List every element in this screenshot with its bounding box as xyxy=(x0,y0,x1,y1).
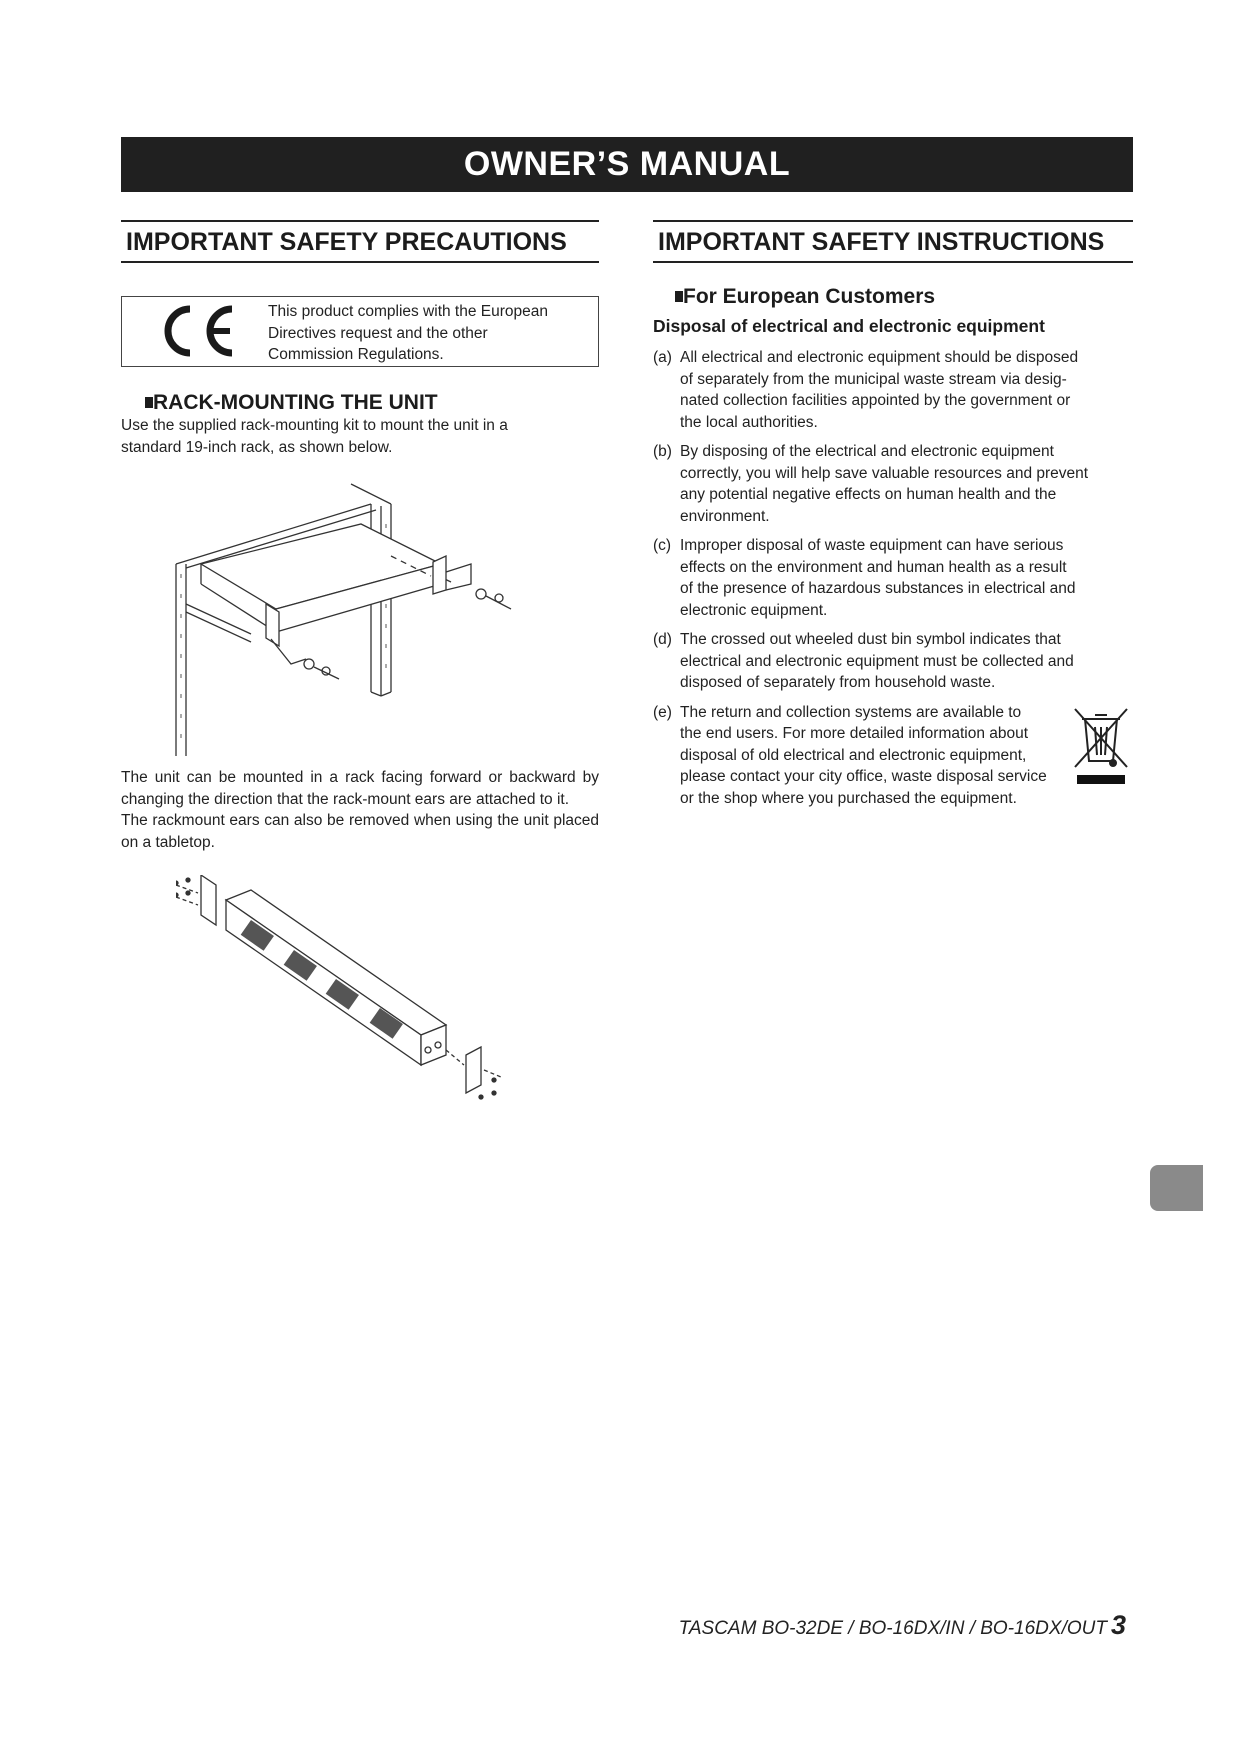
ce-line: This product complies with the European xyxy=(268,303,549,320)
rack-intro-line: standard 19-inch rack, as shown below. xyxy=(121,438,393,456)
heading-bullet-icon xyxy=(675,291,683,302)
disposal-list xyxy=(653,347,1133,809)
list-item-label: (b) xyxy=(653,443,672,460)
disposal-heading: Disposal of electrical and electronic equipment xyxy=(653,316,1045,336)
rack-intro-line: Use the supplied rack-mounting kit to mount the unit in a xyxy=(121,417,508,434)
list-item-line: any potential negative effects on human health and the xyxy=(680,486,1057,503)
ce-line: Directives request and the other xyxy=(268,324,488,342)
ce-mark-icon xyxy=(156,303,240,359)
ce-notice-box xyxy=(121,296,599,367)
manual-title: OWNER’S MANUAL xyxy=(463,145,791,183)
list-item-line: The crossed out wheeled dust bin symbol indicates that xyxy=(680,631,1061,648)
right-column xyxy=(653,220,1133,817)
rack-mount-illustration xyxy=(141,464,591,756)
safety-instructions-heading: IMPORTANT SAFETY INSTRUCTIONS xyxy=(653,220,1133,263)
rack-mounting-heading xyxy=(121,391,599,415)
european-customers-heading-text: For European Customers xyxy=(683,285,936,308)
list-item xyxy=(653,535,1133,621)
list-item-line: disposal of old electrical and electronic equipment, xyxy=(680,746,1027,764)
manual-title-banner xyxy=(121,137,1133,192)
list-item-line: By disposing of the electrical and electronic equipment xyxy=(680,443,1054,460)
list-item-line: All electrical and electronic equipment should be disposed xyxy=(680,349,1079,366)
list-item-line: Improper disposal of waste equipment can have serious xyxy=(680,537,1064,554)
list-item-line: of separately from the municipal waste stream via desig- xyxy=(680,370,1067,388)
list-item-label: (d) xyxy=(653,631,672,648)
list-item-line: correctly, you will help save valuable resources and prevent xyxy=(680,464,1089,482)
list-item xyxy=(653,702,1133,810)
list-item-line: electronic equipment. xyxy=(680,601,828,619)
list-item-label: (a) xyxy=(653,349,672,366)
list-item-line: nated collection facilities appointed by the government or xyxy=(680,392,1071,409)
rack-orientation-paragraph: The unit can be mounted in a rack facing forward or backward by changing the direction that the rack-mount ears are attached to it. xyxy=(121,769,599,808)
list-item-line: effects on the environment and human health as a result xyxy=(680,558,1067,576)
list-item-line: environment. xyxy=(680,507,770,525)
rack-intro xyxy=(121,415,599,458)
footer-model-text: TASCAM BO-32DE / BO-16DX/IN / BO-16DX/OUT xyxy=(678,1618,1107,1639)
list-item xyxy=(653,629,1133,694)
ce-line: Commission Regulations. xyxy=(268,346,444,363)
list-item-line: the end users. For more detailed information about xyxy=(680,725,1029,742)
list-item-line: electrical and electronic equipment must be collected and xyxy=(680,652,1074,670)
list-item-line: the local authorities. xyxy=(680,413,818,431)
heading-bullet-icon xyxy=(145,397,153,408)
european-customers-heading xyxy=(653,285,1133,309)
safety-precautions-heading: IMPORTANT SAFETY PRECAUTIONS xyxy=(121,220,599,263)
list-item xyxy=(653,441,1133,527)
list-item-line: please contact your city office, waste disposal service xyxy=(680,768,1047,785)
ce-notice-text xyxy=(268,301,548,366)
page-number: 3 xyxy=(1110,1610,1126,1640)
page-footer xyxy=(679,1610,1126,1641)
list-item-label: (e) xyxy=(653,703,672,721)
list-item-line: of the presence of hazardous substances in electrical and xyxy=(680,580,1076,597)
list-item-line: or the shop where you purchased the equipment. xyxy=(680,789,1017,807)
left-column xyxy=(121,220,599,1110)
list-item-line: The return and collection systems are available to xyxy=(680,703,1022,721)
crossed-out-wheeled-bin-icon xyxy=(1073,705,1129,785)
rack-ears-paragraph: The rackmount ears can also be removed when using the unit placed on a tabletop. xyxy=(121,812,599,851)
list-item xyxy=(653,347,1133,433)
rack-mounting-heading-text: RACK-MOUNTING THE UNIT xyxy=(153,391,438,414)
rack-ears-removal-illustration xyxy=(176,875,616,1105)
list-item-line: disposed of separately from household waste. xyxy=(680,674,996,691)
section-side-tab xyxy=(1150,1165,1203,1211)
list-item-label: (c) xyxy=(653,537,672,554)
